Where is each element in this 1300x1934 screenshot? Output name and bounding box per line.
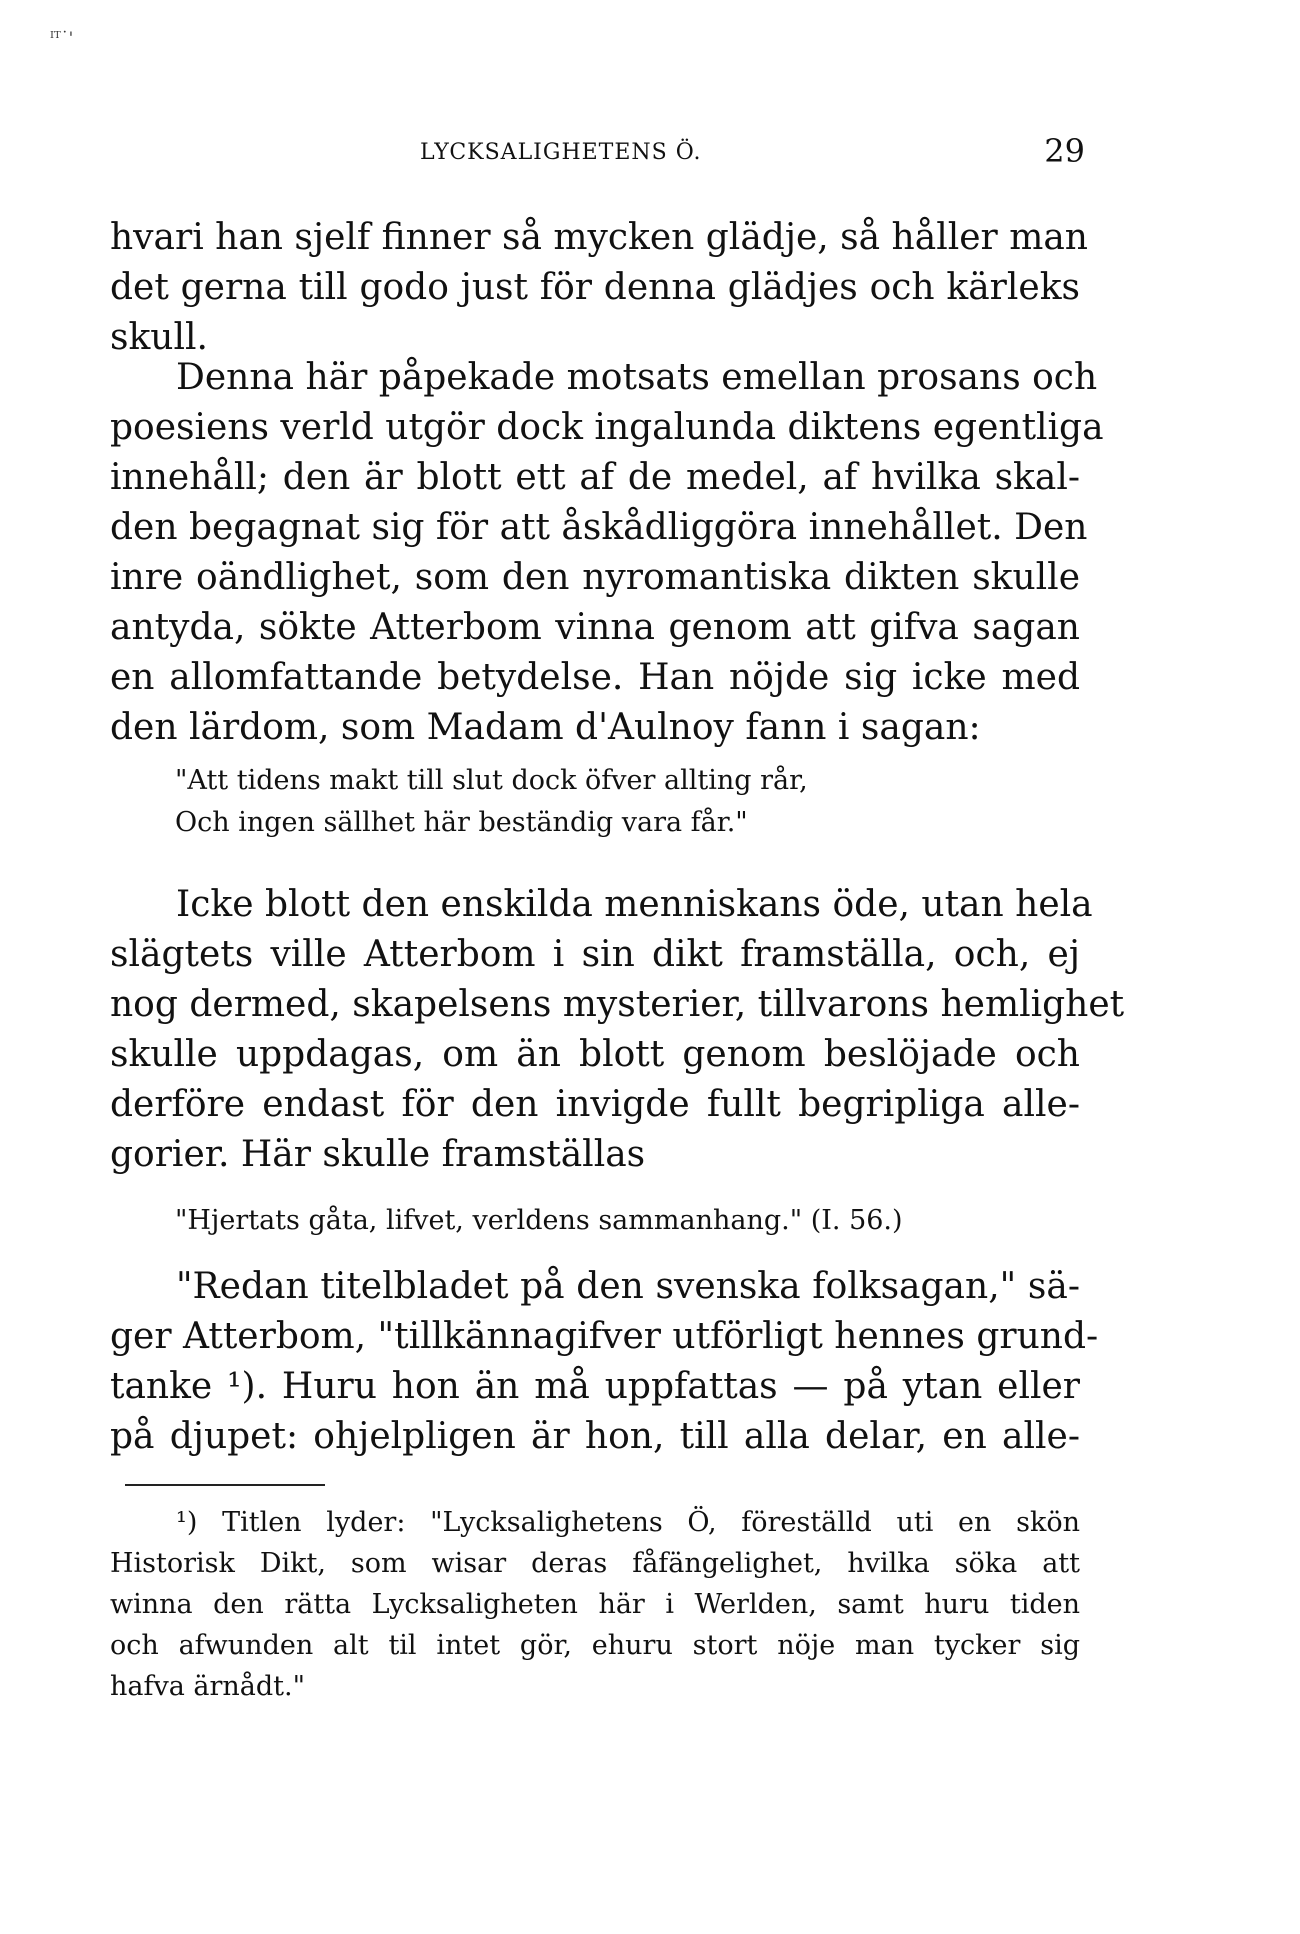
text-line: gorier. Här skulle framställas [110,1134,646,1175]
text-line: skulle uppdagas, om än blott genom beslöjade och [110,1034,1080,1075]
text-line: poesiens verld utgör dock ingalunda diktens egentliga [110,407,1104,448]
footnote-line: Historisk Dikt, som wisar deras fåfängelighet, hvilka söka att [110,1548,1080,1579]
running-title: LYCKSALIGHETENS Ö. [420,140,702,165]
footnote-line: hafva ärnådt." [110,1671,306,1702]
paragraph-4 [110,1262,1099,1462]
text-line: nog dermed, skapelsens mysterier, tillvarons hemlighet [110,984,1125,1025]
text-line: tanke ¹). Huru hon än må uppfattas — på ytan eller [110,1366,1080,1407]
paragraph-1 [110,213,1088,363]
verse-quote-1 [175,760,975,844]
text-line: "Redan titelbladet på den svenska folksagan," sä- [176,1266,1080,1307]
text-line: skull. [110,317,208,358]
text-line: den lärdom, som Madam d'Aulnoy fann i sagan: [110,707,981,748]
footnote-line: och afwunden alt til intet gör, ehuru stort nöje man tycker sig [110,1630,1080,1661]
text-line: slägtets ville Atterbom i sin dikt framställa, och, ej [110,934,1080,975]
verse-line: "Att tidens makt till slut dock öfver allting rår, [175,765,808,796]
text-line: innehåll; den är blott ett af de medel, af hvilka skal- [110,457,1080,498]
scan-mark: ᴵᵀ˙' [50,28,74,47]
verse-line: "Hjertats gåta, lifvet, verldens sammanhang." (I. 56.) [175,1205,903,1236]
text-line: Icke blott den enskilda menniskans öde, utan hela [176,884,1093,925]
verse-quote-2 [175,1200,1075,1242]
text-line: Denna här påpekade motsats emellan prosans och [176,357,1098,398]
text-line: ger Atterbom, "tillkännagifver utförligt hennes grund- [110,1316,1099,1357]
text-line: hvari han sjelf finner så mycken glädje, så håller man [110,217,1088,258]
footnote-line: winna den rätta Lycksaligheten här i Werlden, samt huru tiden [110,1589,1080,1620]
text-line: det gerna till godo just för denna glädjes och kärleks [110,267,1080,308]
paragraph-3 [110,880,1125,1180]
page-number: 29 [1044,132,1085,170]
footnote-rule [125,1484,325,1486]
text-line: en allomfattande betydelse. Han nöjde sig icke med [110,657,1080,698]
text-line: på djupet: ohjelpligen är hon, till alla delar, en alle- [110,1416,1080,1457]
text-line: antyda, sökte Atterbom vinna genom att gifva sagan [110,607,1080,648]
footnote-line: ¹) Titlen lyder: "Lycksalighetens Ö, föreställd uti en skön [176,1507,1080,1538]
text-line: inre oändlighet, som den nyromantiska dikten skulle [110,557,1080,598]
text-line: derföre endast för den invigde fullt begripliga alle- [110,1084,1080,1125]
verse-line: Och ingen sällhet här beständig vara får." [175,807,748,838]
footnote [110,1502,1080,1707]
text-line: den begagnat sig för att åskådliggöra innehållet. Den [110,507,1088,548]
paragraph-2 [110,353,1104,753]
